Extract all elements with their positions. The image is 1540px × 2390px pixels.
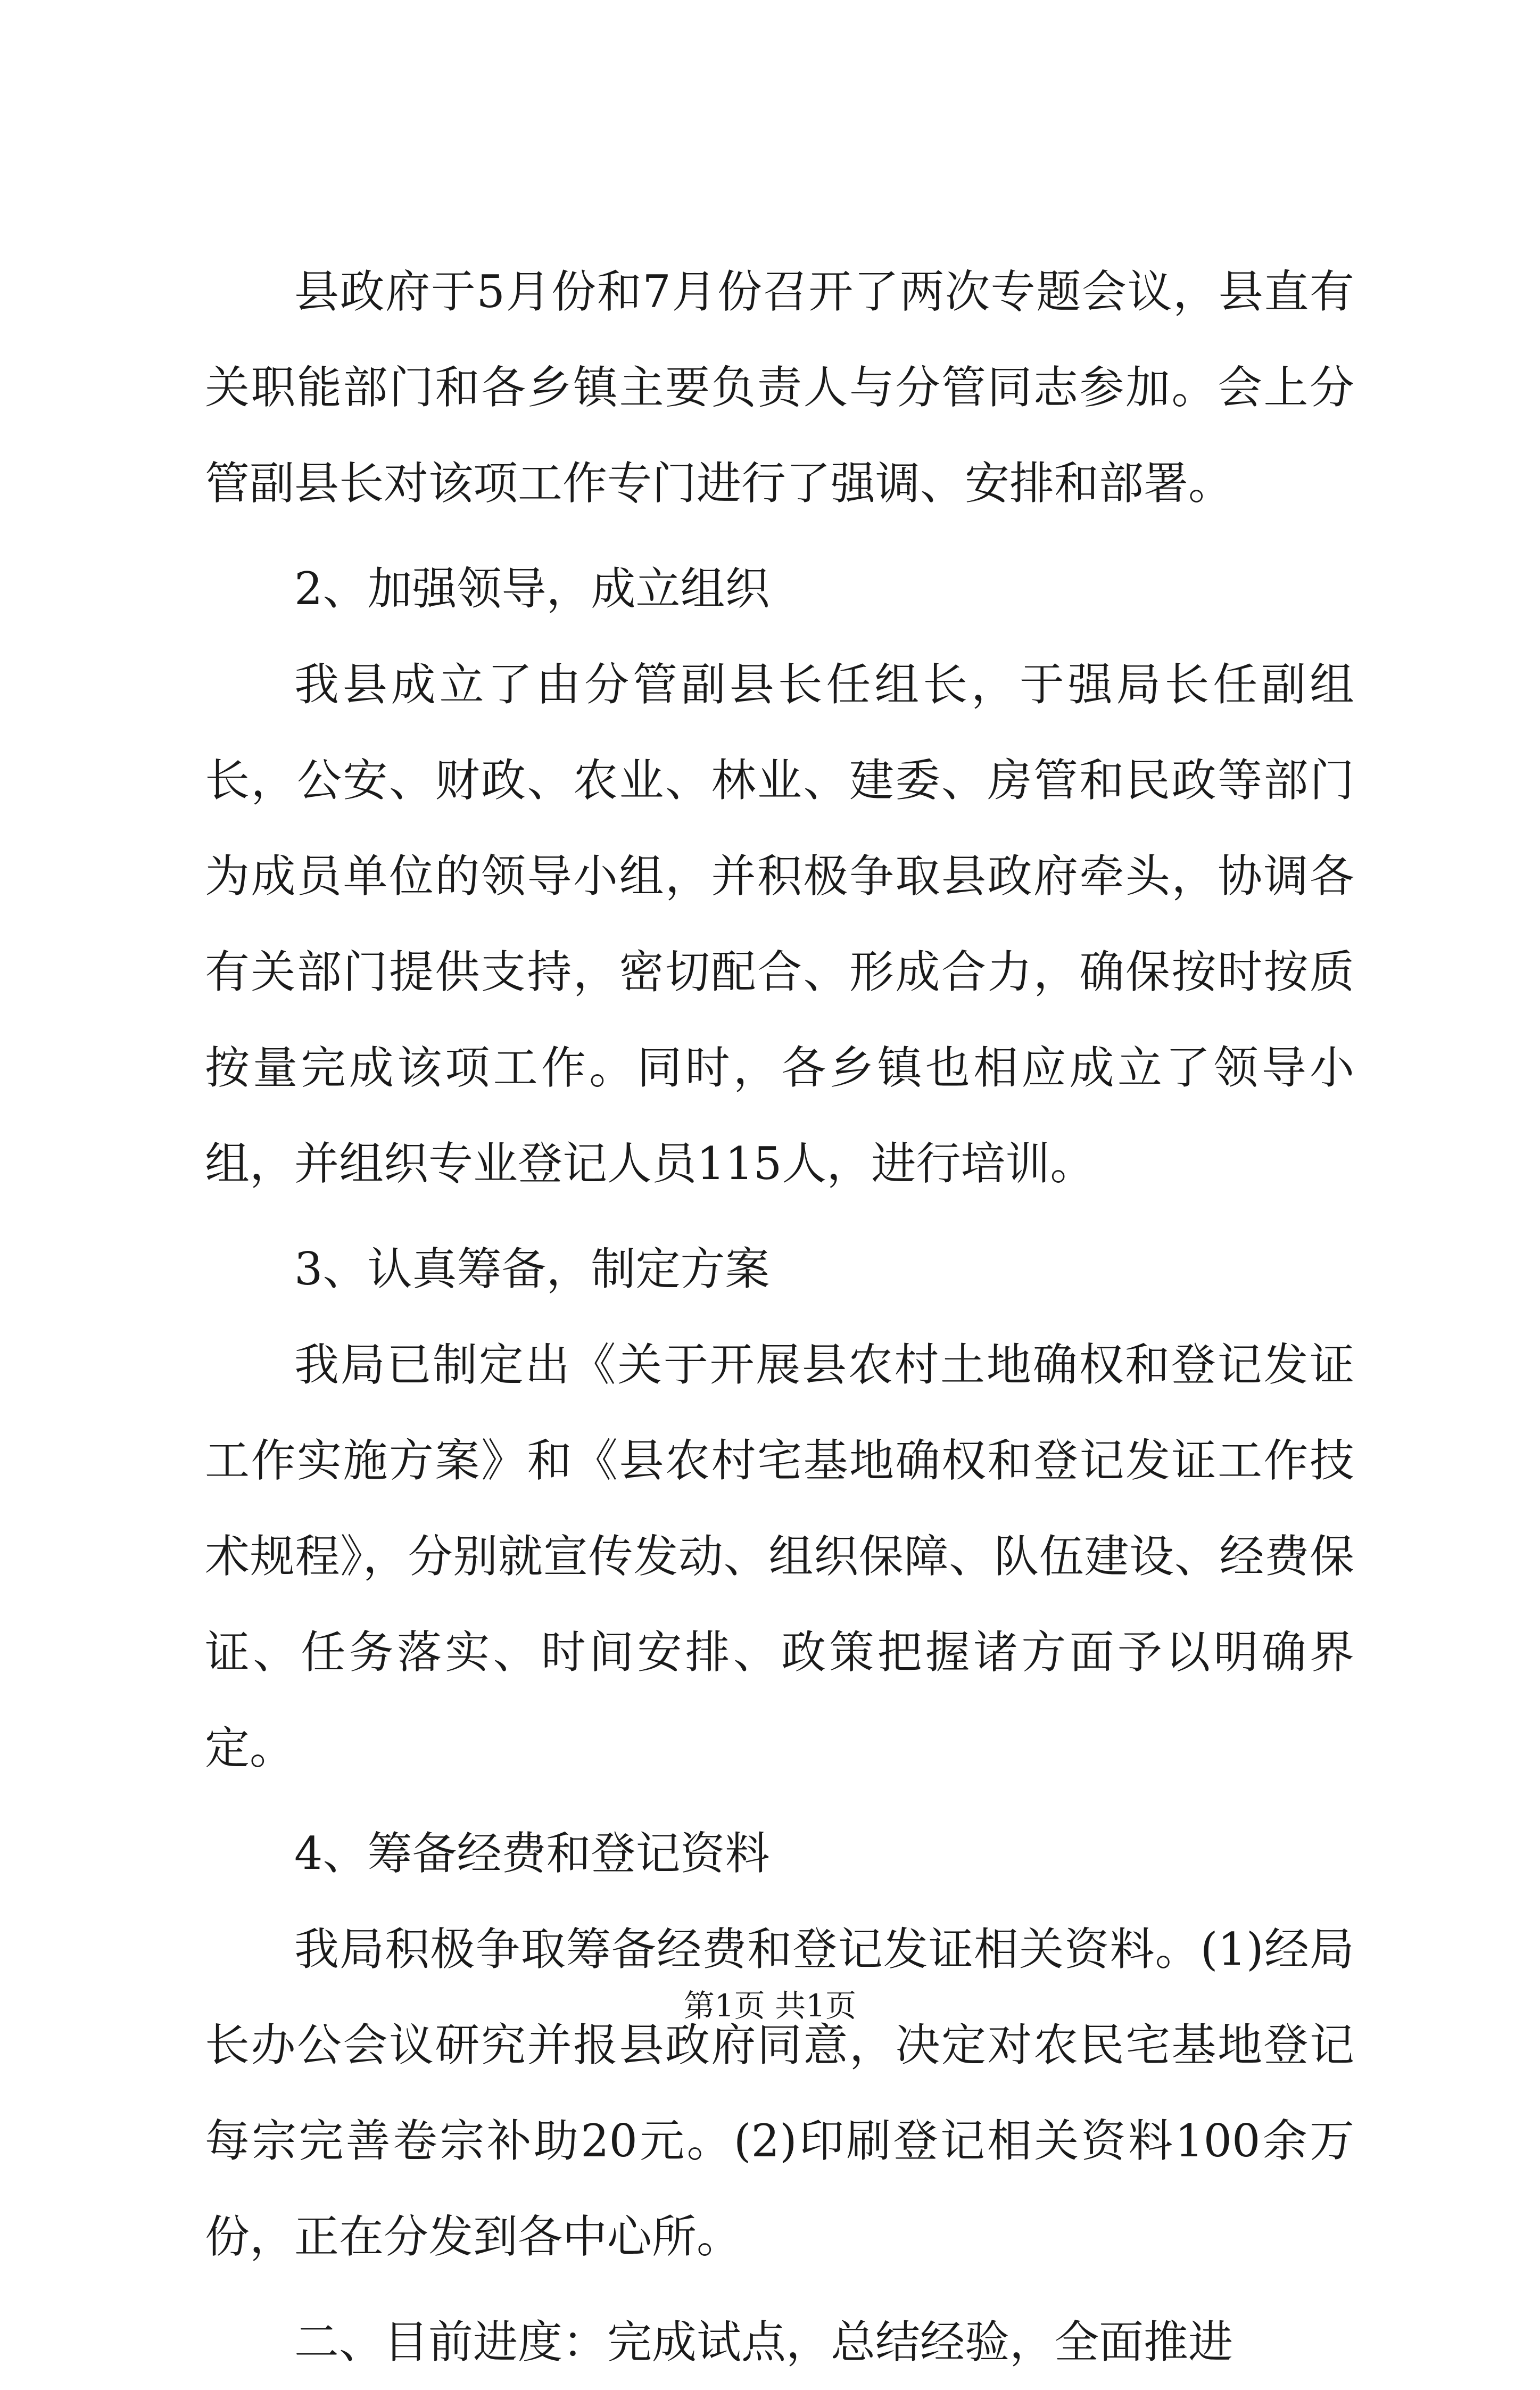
paragraph-funding: 我局积极争取筹备经费和登记发证相关资料。(1)经局长办公会议研究并报县政府同意，决定对农民宅基地登记每宗完善卷宗补助20元。(2)印刷登记相关资料100余万份，正在分发到各中心所。 [205,1923,1354,2263]
paragraph-leadership: 我县成立了由分管副县长任组长，于强局长任副组长，公安、财政、农业、林业、建委、房管和民政等部门为成员单位的领导小组，并积极争取县政府牵头，协调各有关部门提供支持，密切配合、形成合力，确保按时按质按量完成该项工作。同时，各乡镇也相应成立了领导小组，并组织专业登记人员115人，进行培训。 [205,658,1354,1190]
paragraph-plan: 我局已制定出《关于开展县农村土地确权和登记发证工作实施方案》和《县农村宅基地确权和登记发证工作技术规程》，分别就宣传发动、组织保障、队伍建设、经费保证、任务落实、时间安排、政策把握诸方面予以明确界定。 [205,1339,1354,1774]
heading-funding: 4、筹备经费和登记资料 [294,1827,770,1880]
heading-plan: 3、认真筹备，制定方案 [294,1243,770,1295]
page-number-footer: 第1页 共1页 [683,1988,857,2024]
heading-leadership: 2、加强领导，成立组织 [294,563,770,615]
heading-progress: 二、目前进度：完成试点，总结经验，全面推进 [294,2316,1233,2368]
paragraph-meetings: 县政府于5月份和7月份召开了两次专题会议，县直有关职能部门和各乡镇主要负责人与分管同志参加。会上分管副县长对该项工作专门进行了强调、安排和部署。 [205,266,1354,509]
document-body [205,244,1354,2390]
